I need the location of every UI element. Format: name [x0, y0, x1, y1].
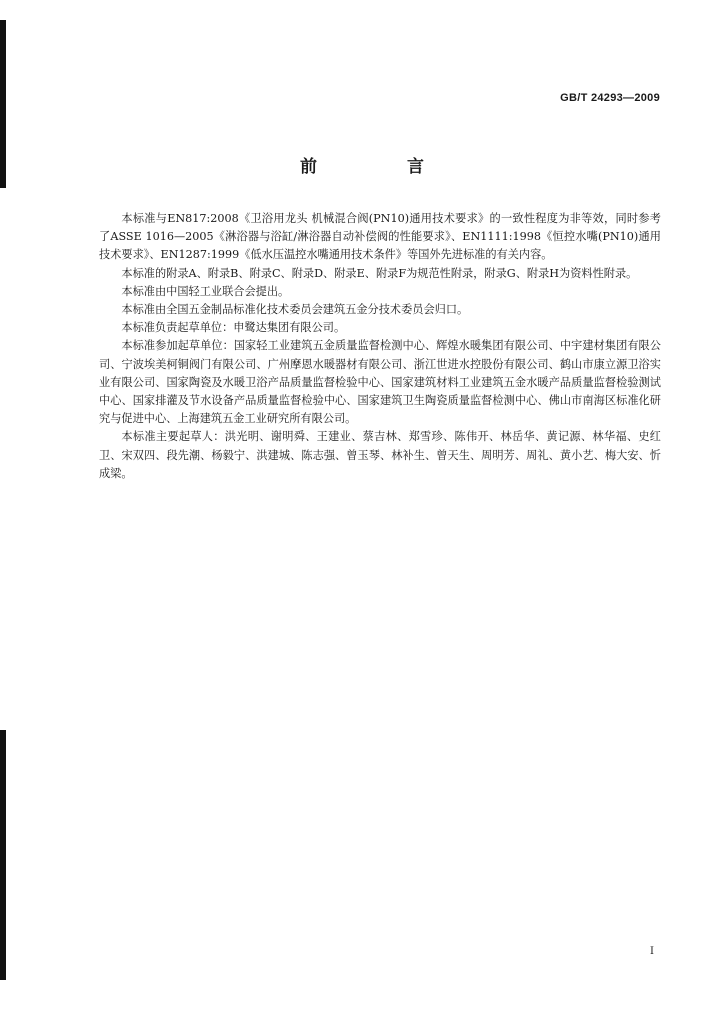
paragraph-proposer: 本标准由中国轻工业联合会提出。 [121, 284, 290, 298]
paragraph-lead-drafter: 本标准负责起草单位：申鹭达集团有限公司。 [121, 321, 346, 335]
page-title-text: 前 言 [300, 157, 466, 177]
page-number: I [650, 946, 654, 957]
scan-edge-bottom [0, 730, 6, 980]
paragraph-equivalence: 本标准与EN817:2008《卫浴用龙头 机械混合阀(PN10)通用技术要求》的一致性程度为非等效，同时参考了ASSE 1016—2005《淋浴器与浴缸/淋浴器自动补偿阀的性能要求》、EN1111:1998《恒控水嘴(PN10)通用技术要求》、EN1287:1999《低水压温控水嘴通用技术条件》等国外先进标准的有关内容。 [99, 212, 661, 262]
paragraph-appendices: 本标准的附录A、附录B、附录C、附录D、附录E、附录F为规范性附录，附录G、附录H为资料性附录。 [121, 266, 638, 280]
standard-code: GB/T 24293—2009 [560, 92, 660, 104]
paragraph-participants: 本标准参加起草单位：国家轻工业建筑五金质量监督检测中心、辉煌水暖集团有限公司、中宇建材集团有限公司、宁波埃美柯铜阀门有限公司、广州摩恩水暖器材有限公司、浙江世进水控股份有限公司、鹤山市康立源卫浴实业有限公司、国家陶瓷及水暖卫浴产品质量监督检验中心、国家建筑材料工业建筑五金水暖产品质量监督检验测试中心、国家排灌及节水设备产品质量监督检验中心、国家建筑卫生陶瓷质量监督检测中心、佛山市南海区标准化研究与促进中心、上海建筑五金工业研究所有限公司。 [99, 339, 661, 426]
foreword-body [99, 210, 661, 483]
page-title [0, 152, 724, 177]
paragraph-administrator: 本标准由全国五金制品标准化技术委员会建筑五金分技术委员会归口。 [121, 303, 469, 317]
paragraph-drafters: 本标准主要起草人：洪光明、谢明舜、王建业、蔡吉林、郑雪珍、陈伟开、林岳华、黄记源、林华福、史红卫、宋双四、段先潮、杨毅宁、洪建城、陈志强、曾玉琴、林补生、曾天生、周明芳、周礼、黄小艺、梅大安、忻成梁。 [99, 430, 661, 480]
